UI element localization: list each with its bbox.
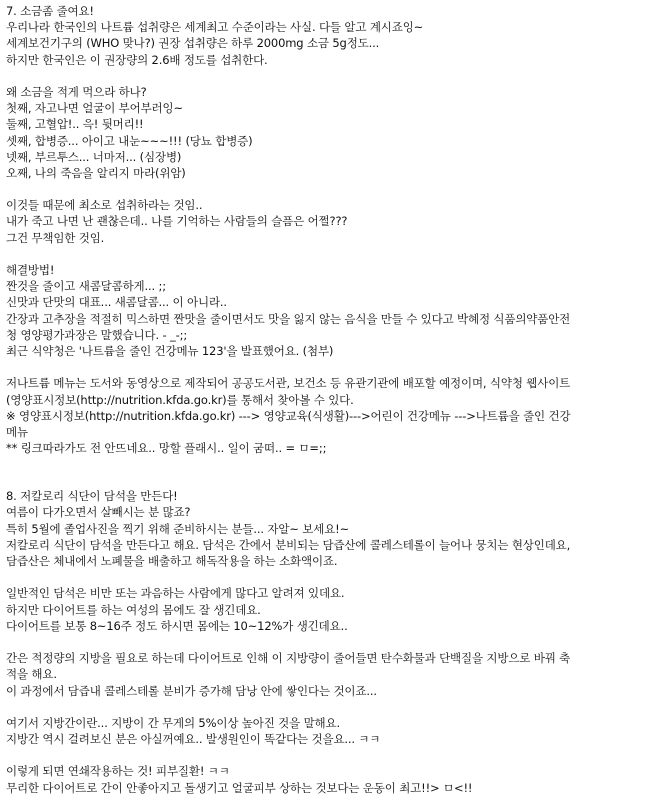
menu-paragraph — [6, 375, 644, 456]
text-line: 세계보건기구의 (WHO 맞나?) 권장 섭취량은 하루 2000mg 소금 5g정도... — [6, 36, 380, 51]
text-line: 이 과정에서 담즙내 콜레스테롤 분비가 증가해 담낭 안에 쌓인다는 것이죠... — [6, 683, 377, 698]
solution-paragraph — [6, 262, 644, 359]
paragraph-spacer — [6, 181, 644, 197]
section-7-heading: 7. 소금좀 줄여요! — [6, 4, 94, 18]
text-line: 이렇게 되면 연쇄작용하는 것! 피부질환! ㅋㅋ — [6, 764, 230, 779]
text-line: 여기서 지방간이란... 지방이 간 무게의 5%이상 높아진 것을 말해요. — [6, 715, 340, 730]
text-line: ※ 영양표시정보(http://nutrition.kfda.go.kr) ---> 영양교육(식생활)--->어린이 건강메뉴 --->나트륨을 줄인 건강 — [6, 408, 571, 423]
text-line: 다이어트를 보통 8~16주 정도 하시면 몸에는 10~12%가 생긴데요.. — [6, 618, 348, 633]
paragraph-spacer — [6, 747, 644, 763]
ending-paragraph — [6, 763, 644, 795]
paragraph-spacer — [6, 699, 644, 715]
text-line: (영양표시정보(http://nutrition.kfda.go.kr)를 통해서 찾아볼 수 있다. — [6, 392, 354, 407]
text-line: 일반적인 담석은 비만 또는 과음하는 사람에게 많다고 알려져 있데요. — [6, 586, 345, 601]
section-7-intro — [6, 3, 644, 68]
paragraph-spacer — [6, 569, 644, 585]
text-line: 청 영양평가과장은 말했습니다. - _-;; — [6, 327, 188, 342]
paragraph-spacer — [6, 634, 644, 650]
text-line: 해결방법! — [6, 263, 55, 277]
text-line: 특히 5월에 졸업사진을 찍기 위해 준비하시는 분들... 자알~ 보세요!~ — [6, 521, 350, 536]
text-line: 내가 죽고 나면 난 괜찮은데.. 나를 기억하는 사람들의 슬픔은 어쩔??? — [6, 214, 348, 229]
text-line: 여름이 다가오면서 살빼시는 분 많죠? — [6, 505, 191, 520]
fatty-liver-paragraph — [6, 715, 644, 747]
section-spacer — [6, 456, 644, 488]
text-line: 저칼로리 식단이 담석을 만든다고 해요. 담석은 간에서 분비되는 담즙산에 콜레스테롤이 늘어나 뭉치는 현상인데요, — [6, 537, 571, 552]
why-paragraph — [6, 84, 644, 181]
liver-paragraph — [6, 650, 644, 699]
paragraph-spacer — [6, 246, 644, 262]
text-line: 간장과 고추장을 적절히 믹스하면 짠맛을 줄이면서도 맛을 잃지 않는 음식을 만들 수 있다고 박혜정 식품의약품안전 — [6, 311, 571, 326]
text-line: 담즙산은 체내에서 노폐물을 배출하고 해독작용을 하는 소화액이죠. — [6, 554, 338, 568]
text-line: 하지만 다이어트를 하는 여성의 몸에도 잘 생긴데요. — [6, 602, 261, 617]
text-line: 왜 소금을 적게 먹으라 하나? — [6, 84, 147, 99]
text-line: 그건 무책임한 것임. — [6, 230, 105, 245]
reason-paragraph — [6, 197, 644, 246]
text-line: ** 링크따라가도 전 안뜨네요.. 망할 플래시.. 일이 굼떠.. = ㅁ=;; — [6, 441, 327, 456]
text-line: 오째, 나의 죽음을 알리지 마라(위암) — [6, 165, 186, 180]
text-line: 우리나라 한국인의 나트륨 섭취량은 세계최고 수준이라는 사실. 다들 알고 계시죠잉~ — [6, 20, 424, 35]
section-8-intro — [6, 488, 644, 569]
text-line: 저나트륨 메뉴는 도서와 동영상으로 제작되어 공공도서관, 보건소 등 유관기관에 배포할 예정이며, 식약청 웹사이트 — [6, 376, 571, 391]
text-line: 짠것을 줄이고 새콤달콤하게... ;; — [6, 279, 166, 294]
normal-paragraph — [6, 585, 644, 634]
text-line: 무리한 다이어트로 간이 안좋아지고 돌생기고 얼굴피부 상하는 것보다는 운동이 최고!!> ㅁ<!! — [6, 780, 473, 795]
text-line: 메뉴 — [6, 424, 28, 439]
paragraph-spacer — [6, 359, 644, 375]
section-8-heading: 8. 저칼로리 식단이 담석을 만든다! — [6, 489, 178, 504]
text-line: 이것들 때문에 최소로 섭취하라는 것임.. — [6, 198, 203, 213]
text-line: 하지만 한국인은 이 권장량의 2.6배 정도를 섭취한다. — [6, 52, 268, 67]
text-line: 둘째, 고혈압!.. 윽! 뒷머리!! — [6, 117, 144, 132]
text-line: 지방간 역시 걸려보신 분은 아실꺼예요.. 발생원인이 똑같다는 것을요... ㅋㅋ — [6, 732, 381, 747]
text-line: 넷째, 부르투스... 너마저... (심장병) — [6, 149, 182, 164]
text-line: 적을 해요. — [6, 667, 57, 682]
text-line: 간은 적정량의 지방을 필요로 하는데 다이어트로 인해 이 지방량이 줄어들면 탄수화물과 단백질을 지방으로 바꿔 축 — [6, 651, 571, 666]
text-line: 첫째, 자고나면 얼굴이 부어부러잉~ — [6, 101, 183, 116]
paragraph-spacer — [6, 68, 644, 84]
document-body — [6, 3, 644, 796]
text-line: 신맛과 단맛의 대표... 새콤달콤... 이 아니라.. — [6, 295, 227, 310]
text-line: 셋째, 합병증... 아이고 내눈~~~!!! (당뇨 합병증) — [6, 133, 253, 148]
text-line: 최근 식약청은 '나트륨을 줄인 건강메뉴 123'을 발표했어요. (첨부) — [6, 343, 334, 358]
